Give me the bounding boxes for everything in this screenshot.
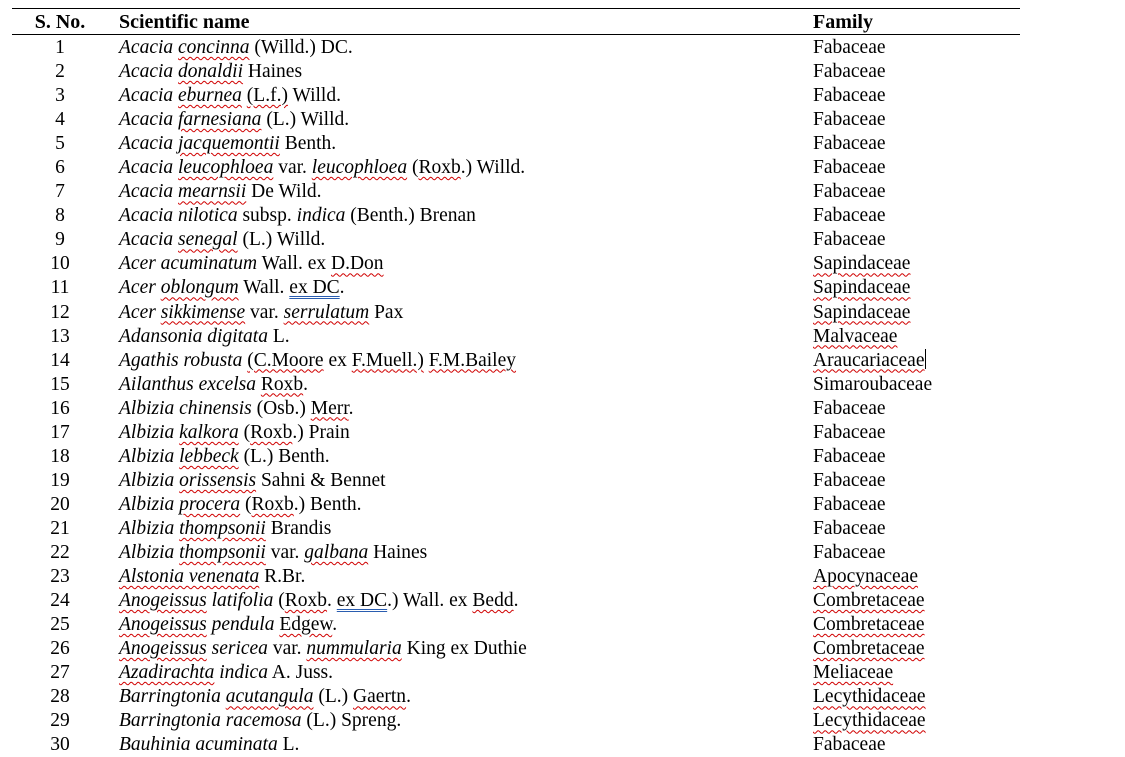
family-name: Fabaceae [813, 397, 886, 419]
spellcheck-flagged-word: Combretaceae [813, 614, 925, 636]
family-name: Fabaceae [813, 734, 886, 756]
family-cell [813, 565, 918, 589]
table-row [0, 228, 1125, 252]
name-segment: . [327, 590, 337, 612]
family-name: Fabaceae [813, 37, 886, 58]
name-segment: Willd. [287, 85, 341, 107]
name-segment: ( [273, 590, 285, 612]
family-cell [813, 60, 886, 84]
name-segment: Acer acuminatum [119, 253, 258, 275]
table-row [0, 685, 1125, 709]
family-name: Fabaceae [813, 133, 886, 155]
name-segment: Acacia [119, 85, 174, 107]
spellcheck-flagged-word: jacquemontii [178, 133, 280, 155]
name-segment: Wall. ex [257, 253, 331, 275]
serial-number-cell: 20 [50, 493, 70, 515]
name-segment: .) Wall. ex [387, 590, 473, 612]
serial-number-cell: 7 [55, 181, 65, 203]
family-name: Fabaceae [813, 157, 886, 179]
family-cell [813, 108, 886, 132]
scientific-name-cell [119, 301, 403, 325]
table-row [0, 589, 1125, 613]
serial-number-cell: 10 [50, 253, 70, 275]
table-row [0, 445, 1125, 469]
table-row [0, 541, 1125, 565]
serial-number-cell: 5 [55, 133, 65, 155]
name-segment: Acer [119, 277, 156, 299]
spellcheck-flagged-word: (L.f.) [246, 85, 288, 107]
name-segment: indica [296, 205, 346, 227]
table-row [0, 709, 1125, 733]
spellcheck-flagged-word: Azadirachta [119, 662, 215, 684]
family-name: Fabaceae [813, 469, 886, 491]
scientific-name-cell [119, 469, 386, 493]
spellcheck-flagged-word: D.Don [330, 253, 384, 275]
spellcheck-flagged-word: Sapindaceae [813, 253, 911, 275]
family-name: Fabaceae [813, 85, 886, 107]
table-row [0, 252, 1125, 276]
family-cell [813, 349, 926, 373]
family-cell [813, 541, 886, 565]
table-row [0, 493, 1125, 517]
name-segment: L. [267, 325, 290, 347]
spellcheck-flagged-word: F.Muell.) [351, 349, 424, 371]
family-cell [813, 84, 886, 108]
name-segment: pendula [211, 614, 275, 636]
name-segment: Acacia [119, 61, 174, 83]
family-cell [813, 397, 886, 421]
spellcheck-flagged-word: Combretaceae [813, 638, 925, 660]
family-cell [813, 421, 886, 445]
spellcheck-flagged-word: senegal [178, 229, 238, 251]
name-segment: . [513, 590, 519, 612]
name-segment: (L.) [313, 686, 353, 708]
spellcheck-flagged-word: donaldii [178, 61, 244, 83]
name-segment: Acacia [119, 229, 174, 251]
table-row [0, 397, 1125, 421]
table-row [0, 349, 1125, 373]
spellcheck-flagged-word: Meliaceae [813, 662, 894, 684]
table-row [0, 156, 1125, 180]
spellcheck-flagged-word: Malvaceae [813, 325, 898, 347]
table-row [0, 733, 1125, 757]
scientific-name-cell [119, 325, 290, 349]
table-header-rule [12, 34, 1020, 35]
spellcheck-flagged-word: Anogeissus [119, 638, 207, 660]
serial-number-cell: 27 [50, 662, 70, 684]
serial-number-cell: 22 [50, 541, 70, 563]
name-segment: Benth. [279, 133, 337, 155]
spellcheck-flagged-word: Roxb [284, 590, 328, 612]
table-row [0, 84, 1125, 108]
spellcheck-flagged-word: leucophloea [311, 157, 408, 179]
table-row [0, 301, 1125, 325]
family-cell [813, 325, 897, 349]
spellcheck-flagged-word: Araucariaceae [813, 349, 925, 371]
name-segment: L. [277, 734, 300, 756]
family-cell [813, 301, 910, 325]
table-row [0, 60, 1125, 84]
name-segment: Albizia [119, 469, 175, 491]
header-family: Family [813, 11, 873, 33]
name-segment: indica [219, 662, 268, 684]
scientific-name-cell [119, 84, 341, 108]
family-cell [813, 276, 910, 300]
grammar-flagged-word: ex DC [289, 277, 340, 299]
scientific-name-cell [119, 108, 349, 132]
spellcheck-flagged-word: Bedd [472, 590, 514, 612]
name-segment: Albizia [119, 493, 175, 515]
name-segment: Acer [119, 301, 156, 323]
table-row [0, 276, 1125, 300]
table-top-rule [12, 8, 1020, 9]
serial-number-cell: 14 [50, 349, 70, 371]
spellcheck-flagged-word: Lecythidaceae [813, 710, 926, 732]
scientific-name-cell [119, 180, 322, 204]
table-row [0, 132, 1125, 156]
table-row [0, 36, 1125, 60]
scientific-name-cell [119, 397, 354, 421]
family-name: Fabaceae [813, 109, 886, 131]
name-segment: (Benth.) Brenan [345, 205, 476, 227]
serial-number-cell: 6 [55, 157, 65, 179]
table-body [0, 36, 1125, 757]
name-segment: Albizia [119, 541, 175, 563]
family-name: Fabaceae [813, 445, 886, 467]
family-cell [813, 228, 886, 252]
serial-number-cell: 17 [50, 421, 70, 443]
spellcheck-flagged-word: Edgew [279, 614, 333, 636]
scientific-name-cell [119, 252, 384, 276]
name-segment: . [339, 277, 345, 299]
name-segment: Albizia [119, 421, 175, 443]
scientific-name-cell [119, 733, 299, 757]
name-segment: . [332, 614, 338, 636]
name-segment: Ailanthus excelsa [119, 373, 257, 395]
spellcheck-flagged-word: Combretaceae [813, 590, 925, 612]
name-segment: (Willd.) DC. [249, 37, 353, 58]
family-name: Simaroubaceae [813, 373, 933, 395]
table-row [0, 661, 1125, 685]
spellcheck-flagged-word: Apocynaceae [813, 566, 919, 588]
table-row [0, 325, 1125, 349]
scientific-name-cell [119, 276, 345, 300]
name-segment: Acacia [119, 181, 174, 203]
table-row [0, 637, 1125, 661]
serial-number-cell: 2 [55, 61, 65, 83]
family-cell [813, 36, 886, 60]
serial-number-cell: 1 [55, 37, 65, 58]
family-cell [813, 493, 886, 517]
name-segment: Haines [368, 541, 428, 563]
family-name: Fabaceae [813, 517, 886, 539]
name-segment: sericea [211, 638, 268, 660]
scientific-name-cell [119, 60, 302, 84]
family-cell [813, 517, 886, 541]
spellcheck-flagged-word: orissensis [179, 469, 257, 491]
spellcheck-flagged-word: (C.Moore [247, 349, 324, 371]
name-segment: R.Br. [259, 566, 306, 588]
name-segment: var. [265, 541, 305, 563]
name-segment: .) Willd. [460, 157, 526, 179]
name-segment: latifolia [211, 590, 274, 612]
name-segment: Adansonia digitata [119, 325, 268, 347]
spellcheck-flagged-word: thompsonii [179, 541, 266, 563]
serial-number-cell: 15 [50, 373, 70, 395]
name-segment: racemosa [225, 710, 302, 732]
name-segment: Albizia chinensis [119, 397, 252, 419]
name-segment: (L.) Willd. [237, 229, 326, 251]
family-name: Fabaceae [813, 229, 886, 251]
spellcheck-flagged-word: thompsonii [179, 517, 266, 539]
family-cell [813, 469, 886, 493]
scientific-name-cell [119, 637, 527, 661]
scientific-name-cell [119, 685, 411, 709]
spellcheck-flagged-word: Sapindaceae [813, 277, 911, 299]
family-cell [813, 709, 926, 733]
scientific-name-cell [119, 541, 427, 565]
family-cell [813, 733, 886, 757]
spellcheck-flagged-word: galbana [304, 541, 369, 563]
family-cell [813, 685, 926, 709]
scientific-name-cell [119, 445, 330, 469]
serial-number-cell: 8 [55, 205, 65, 227]
serial-number-cell: 21 [50, 517, 70, 539]
name-segment: Sahni & Bennet [256, 469, 386, 491]
spellcheck-flagged-word: kalkora [179, 421, 239, 443]
name-segment: King ex Duthie [401, 638, 527, 660]
spellcheck-flagged-word: concinna [178, 37, 250, 58]
table-row [0, 373, 1125, 397]
scientific-name-cell [119, 228, 325, 252]
table-row [0, 180, 1125, 204]
serial-number-cell: 4 [55, 109, 65, 131]
spellcheck-flagged-word: procera [179, 493, 241, 515]
name-segment: Wall. [238, 277, 290, 299]
serial-number-cell: 26 [50, 638, 70, 660]
name-segment: De Wild. [246, 181, 322, 203]
family-cell [813, 445, 886, 469]
name-segment: (L.) Benth. [238, 445, 330, 467]
name-segment: A. Juss. [267, 662, 333, 684]
spellcheck-flagged-word: Roxb [418, 157, 461, 179]
family-cell [813, 373, 932, 397]
scientific-name-cell [119, 517, 331, 541]
family-cell [813, 156, 886, 180]
family-cell [813, 132, 886, 156]
table-row [0, 108, 1125, 132]
spellcheck-flagged-word: Sapindaceae [813, 301, 911, 323]
serial-number-cell: 11 [50, 277, 70, 299]
name-segment: . [406, 686, 411, 708]
name-segment: Acacia nilotica [119, 205, 238, 227]
name-segment: subsp. [237, 205, 297, 227]
spellcheck-flagged-word: Gaertn [353, 686, 407, 708]
grammar-flagged-word: ex DC [336, 590, 388, 612]
name-segment: var. [245, 301, 284, 323]
family-cell [813, 180, 886, 204]
family-name: Fabaceae [813, 61, 886, 83]
name-segment: ( [240, 493, 252, 515]
serial-number-cell: 30 [50, 734, 70, 756]
family-cell [813, 589, 925, 613]
spellcheck-flagged-word: Lecythidaceae [813, 686, 926, 708]
name-segment: Acacia [119, 109, 174, 131]
serial-number-cell: 28 [50, 686, 70, 708]
spellcheck-flagged-word: acutangula [225, 686, 314, 708]
serial-number-cell: 19 [50, 469, 70, 491]
name-segment: Haines [243, 61, 303, 83]
spellcheck-flagged-word: lebbeck [179, 445, 239, 467]
table-row [0, 613, 1125, 637]
family-cell [813, 204, 886, 228]
table-row [0, 204, 1125, 228]
family-name: Fabaceae [813, 421, 886, 443]
header-scientific-name: Scientific name [119, 11, 250, 33]
spellcheck-flagged-word: Roxb [250, 421, 293, 443]
name-segment: Barringtonia [119, 710, 221, 732]
table-row [0, 517, 1125, 541]
spellcheck-flagged-word: Anogeissus [119, 614, 207, 636]
scientific-name-cell [119, 613, 337, 637]
spellcheck-flagged-word: Merr [310, 397, 349, 419]
family-cell [813, 613, 925, 637]
scientific-name-cell [119, 373, 308, 397]
scientific-name-cell [119, 36, 353, 60]
spellcheck-flagged-word: leucophloea [178, 157, 274, 179]
table-row [0, 565, 1125, 589]
name-segment: (L.) Spreng. [301, 710, 402, 732]
family-cell [813, 661, 893, 685]
text-cursor [925, 349, 926, 369]
scientific-name-cell [119, 709, 401, 733]
name-segment: Agathis robusta [119, 349, 243, 371]
family-cell [813, 252, 910, 276]
table-row [0, 421, 1125, 445]
serial-number-cell: 3 [55, 85, 65, 107]
name-segment: (Osb.) [251, 397, 311, 419]
name-segment: var. [267, 638, 307, 660]
name-segment: ( [407, 157, 419, 179]
serial-number-cell: 13 [50, 325, 70, 347]
name-segment: Acacia [119, 157, 174, 179]
table-header-row [0, 10, 1125, 34]
family-name: Fabaceae [813, 205, 886, 227]
serial-number-cell: 12 [50, 301, 70, 323]
spellcheck-flagged-word: nummularia [306, 638, 402, 660]
name-segment: Brandis [265, 517, 332, 539]
scientific-name-cell [119, 156, 525, 180]
name-segment: .) Benth. [293, 493, 362, 515]
name-segment: . [303, 373, 309, 395]
serial-number-cell: 16 [50, 397, 70, 419]
serial-number-cell: 18 [50, 445, 70, 467]
scientific-name-cell [119, 589, 518, 613]
spellcheck-flagged-word: mearnsii [178, 181, 247, 203]
name-segment: Albizia [119, 517, 175, 539]
spellcheck-flagged-word: sikkimense [160, 301, 246, 323]
spellcheck-flagged-word: eburnea [178, 85, 242, 107]
name-segment: Albizia [119, 445, 175, 467]
name-segment: ( [238, 421, 251, 443]
scientific-name-cell [119, 661, 333, 685]
scientific-name-cell [119, 493, 362, 517]
name-segment: Barringtonia [119, 686, 221, 708]
header-serial-number: S. No. [34, 11, 86, 33]
family-name: Fabaceae [813, 181, 886, 203]
scientific-name-cell [119, 132, 336, 156]
family-name: Fabaceae [813, 493, 886, 515]
scientific-name-cell [119, 565, 305, 589]
scientific-name-cell [119, 349, 516, 373]
spellcheck-flagged-word: farnesiana [178, 109, 262, 131]
name-segment: Acacia [119, 133, 174, 155]
spellcheck-flagged-word: Alstonia venenata [119, 566, 260, 588]
family-name: Fabaceae [813, 541, 886, 563]
serial-number-cell: 23 [50, 566, 70, 588]
name-segment: .) Prain [292, 421, 350, 443]
spellcheck-flagged-word: Anogeissus [119, 590, 207, 612]
spellcheck-flagged-word: serrulatum [283, 301, 370, 323]
scientific-name-cell [119, 204, 476, 228]
spellcheck-flagged-word: Roxb [251, 493, 294, 515]
name-segment: Pax [369, 301, 404, 323]
spellcheck-flagged-word: oblongum [160, 277, 239, 299]
spellcheck-flagged-word: Roxb [260, 373, 304, 395]
spellcheck-flagged-word: F.M.Bailey [428, 349, 517, 371]
family-cell [813, 637, 925, 661]
name-segment: (L.) Willd. [261, 109, 350, 131]
name-segment: Acacia [119, 37, 174, 58]
name-segment: . [348, 397, 354, 419]
serial-number-cell: 24 [50, 590, 70, 612]
name-segment: var. [273, 157, 312, 179]
name-segment: ex [323, 349, 352, 371]
name-segment: Bauhinia acuminata [119, 734, 278, 756]
serial-number-cell: 29 [50, 710, 70, 732]
serial-number-cell: 9 [55, 229, 65, 251]
scientific-name-cell [119, 421, 350, 445]
serial-number-cell: 25 [50, 614, 70, 636]
table-row [0, 469, 1125, 493]
